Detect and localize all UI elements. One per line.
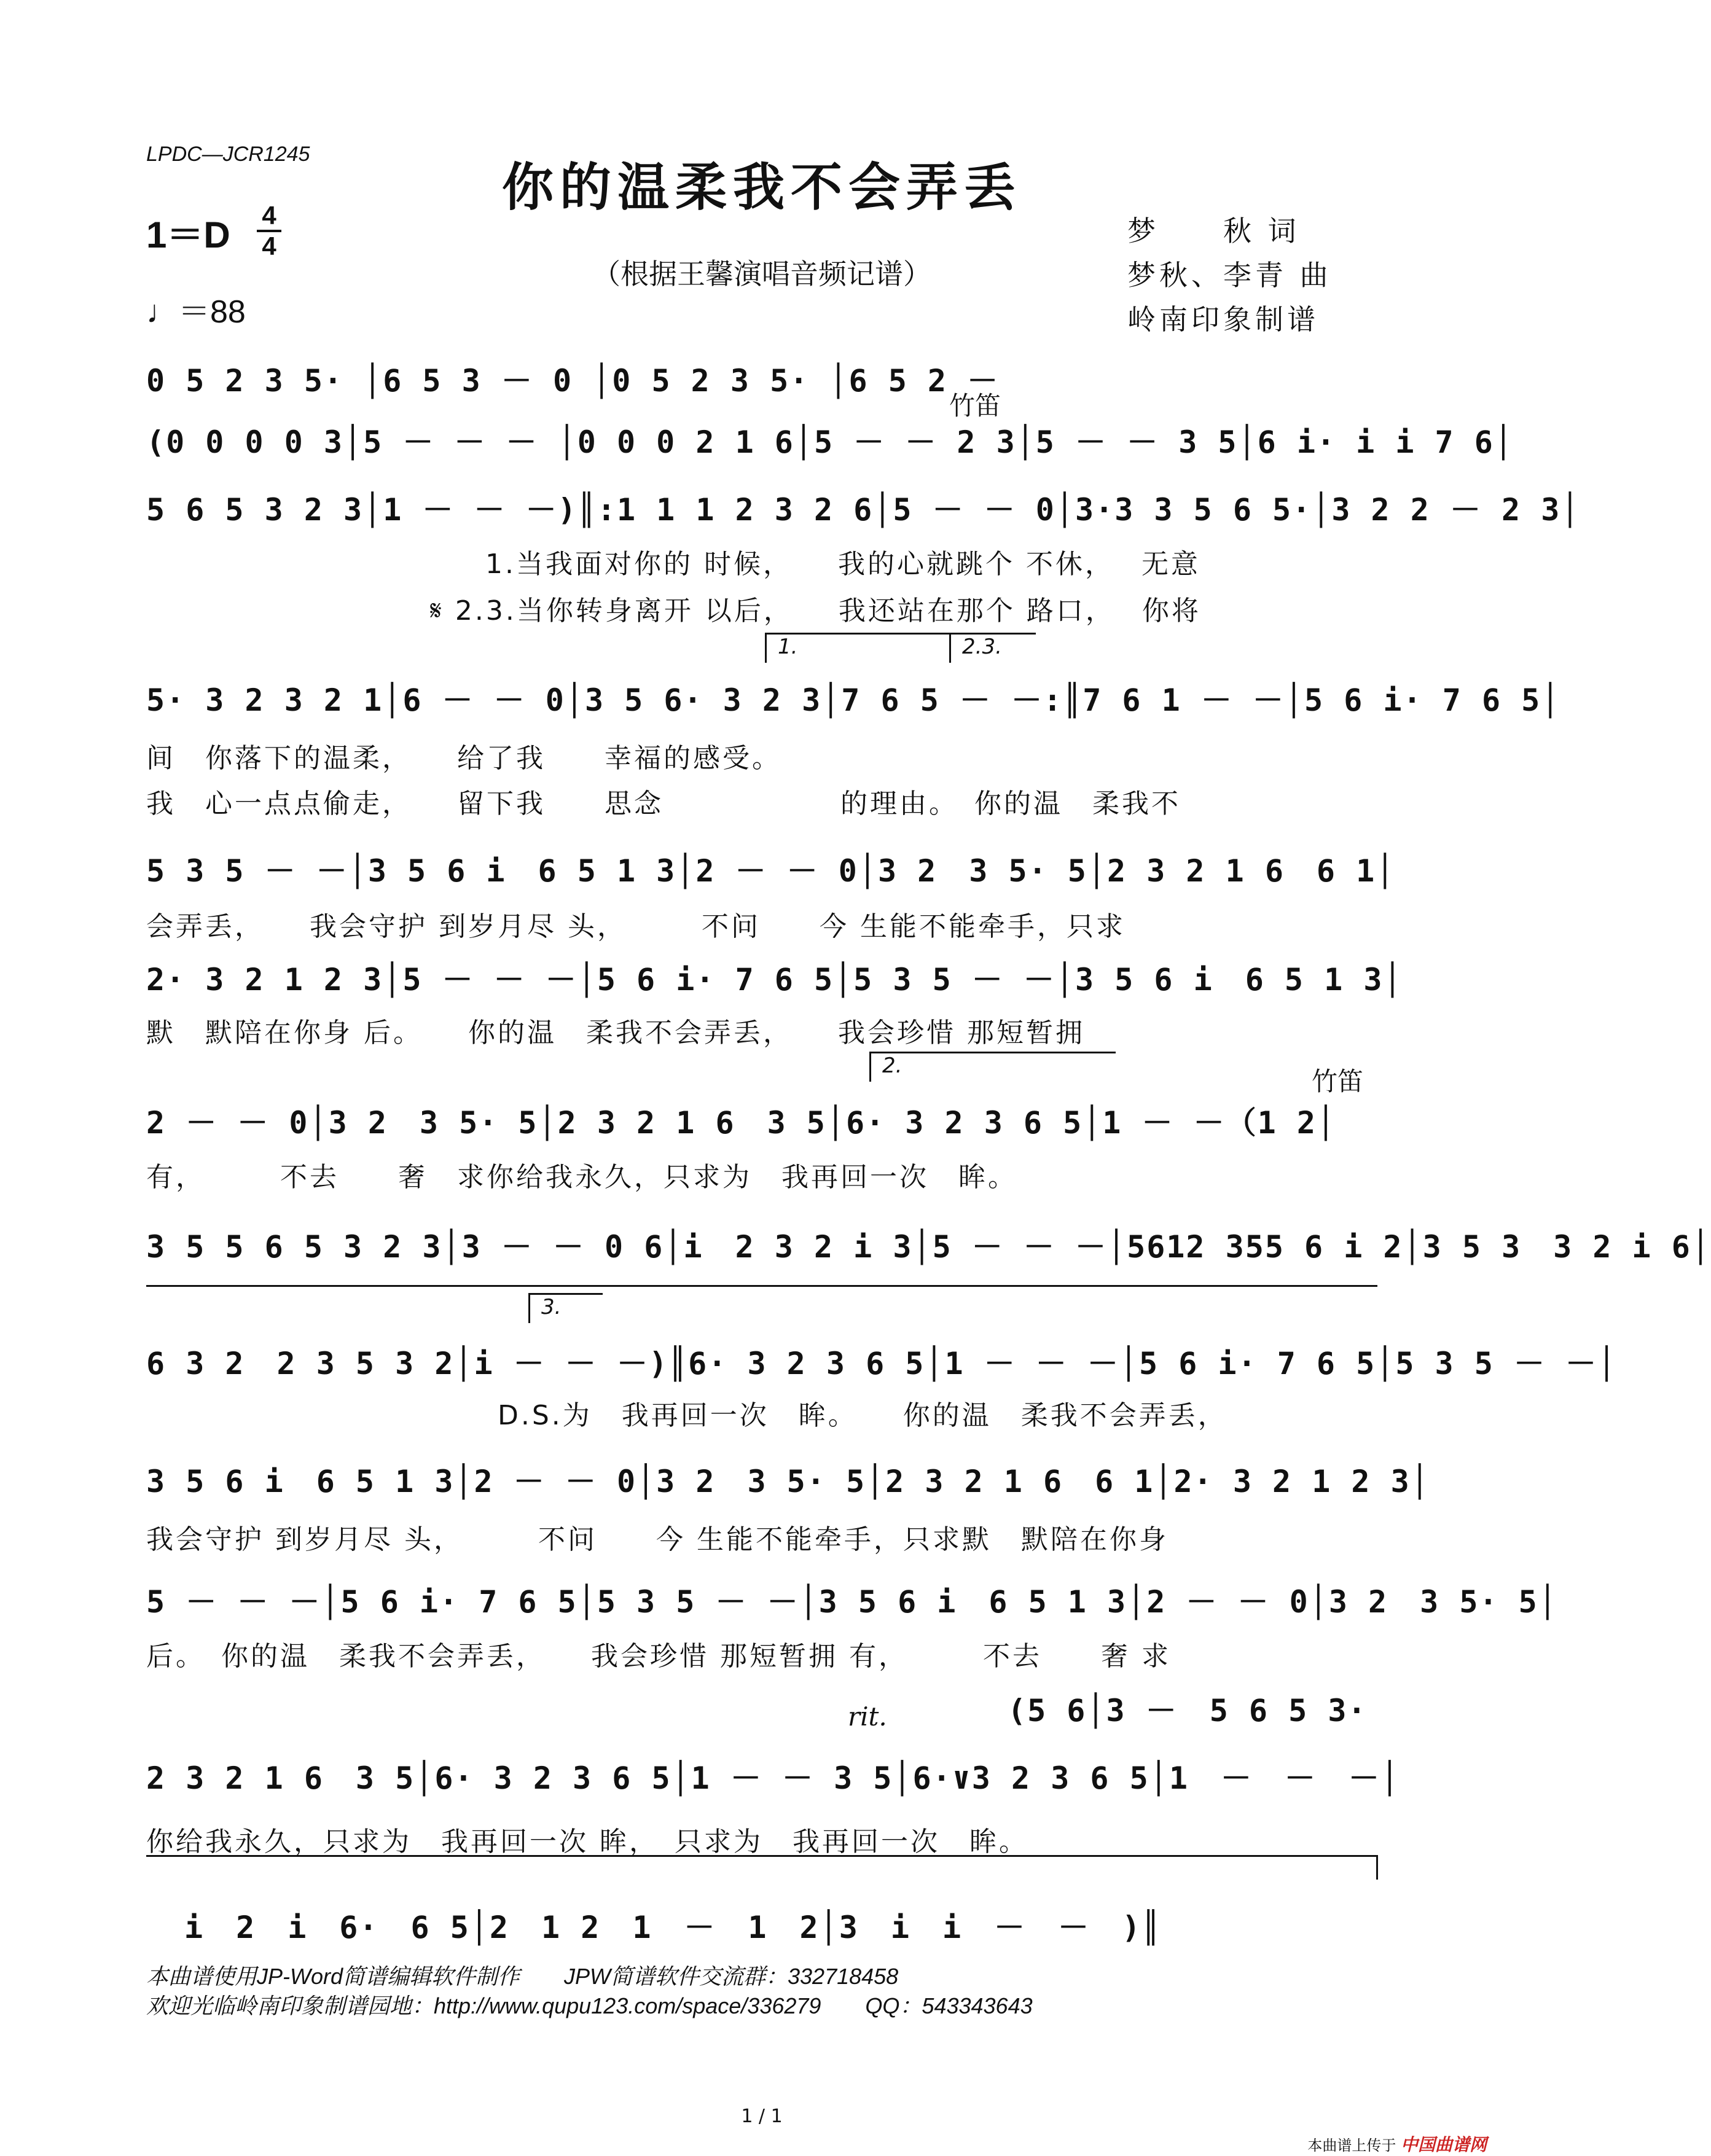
interlude-bracket-line [146, 1285, 1377, 1287]
lyric-line-chorus-3: 有， 不去 奢 求你给我永久，只求为 我再回一次 眸。 [146, 1162, 1017, 1193]
time-signature-bottom: 4 [262, 232, 276, 260]
notation-line-intro: 0 5 2 3 5· │6 5 3 － 0 │0 5 2 3 5· │6 5 2 － [146, 363, 1000, 399]
key-signature: 1＝D [146, 214, 230, 256]
source-note: （根据王馨演唱音频记谱） [592, 257, 931, 291]
score-code: LPDC—JCR1245 [146, 143, 310, 166]
lyric-line-chorus-5: 后。 你的温 柔我不会弄丢， 我会珍惜 那短暂拥 有， 不去 奢 求 [146, 1641, 1171, 1672]
lyric-line-verse2-end: 我 心一点点偷走， 留下我 思念 的理由。 你的温 柔我不 [146, 788, 1181, 819]
coda-bracket-line [146, 1855, 1377, 1857]
lyric-line-chorus-4: 我会守护 到岁月尽 头， 不问 今 生能不能牵手，只求默 默陪在你身 [146, 1524, 1169, 1555]
notation-line-prelude: (0 0 0 0 3│5 － － － │0 0 0 2 1 6│5 － － 2 3│5 － － 3 5│6 i· i i 7 6│ [146, 424, 1514, 460]
time-signature [257, 203, 281, 259]
composer-credit: 梦秋、李青 曲 [1127, 259, 1332, 292]
page-number: 1 / 1 [741, 2106, 783, 2127]
volta-bracket-2: 2. [869, 1052, 1116, 1082]
notation-line-interlude-1: 3 5 5 6 5 3 2 3│3 － － 0 6│i 2 3 2 i 3│5 － － －│5612 355 6 i 2│3 5 3 3 2 i 6│ [146, 1229, 1711, 1265]
lyric-line-chorus-2: 默 默陪在你身 后。 你的温 柔我不会弄丢， 我会珍惜 那短暂拥 [146, 1017, 1085, 1049]
notation-line-chorus-1: 5 3 5 － －│3 5 6 i 6 5 1 3│2 － － 0│3 2 3 5· 5│2 3 2 1 6 6 1│ [146, 853, 1396, 889]
lyricist-credit: 梦 秋 词 [1127, 214, 1300, 248]
notation-line-chorus-4: 3 5 6 i 6 5 1 3│2 － － 0│3 2 3 5· 5│2 3 2 1 6 6 1│2· 3 2 1 2 3│ [146, 1464, 1430, 1499]
lyric-line-ds: D.S.为 我再回一次 眸。 你的温 柔我不会弄丢， [498, 1400, 1227, 1431]
volta-bracket-second: 2.3. [949, 633, 1036, 663]
page-title: 你的温柔我不会弄丢 [501, 157, 1022, 217]
upload-credit [1307, 2131, 1487, 2156]
lyric-line-ending: 你给我永久，只求为 我再回一次 眸， 只求为 我再回一次 眸。 [146, 1826, 1028, 1857]
notation-line-verse-end: 5· 3 2 3 2 1│6 － － 0│3 5 6· 3 2 3│7 6 5 － －:║7 6 1 － －│5 6 i· 7 6 5│ [146, 682, 1561, 718]
lyric-line-verse1: 1.当我面对你的 时候， 我的心就跳个 不休， 无意 [485, 549, 1200, 580]
lyric-line-chorus-1: 会弄丢， 我会守护 到岁月尽 头， 不问 今 生能不能牵手，只求 [146, 911, 1126, 942]
notation-line-chorus-5: 5 － － －│5 6 i· 7 6 5│5 3 5 － －│3 5 6 i 6 5 1 3│2 － － 0│3 2 3 5· 5│ [146, 1584, 1558, 1620]
notation-line-ending: 2 3 2 1 6 3 5│6· 3 2 3 6 5│1 － － 3 5│6·∨3 2 3 6 5│1 － － －│ [146, 1760, 1401, 1796]
tempo-marking: ♩＝88 [146, 294, 246, 330]
instrument-marker-flute-2: 竹笛 [1312, 1066, 1364, 1096]
notation-line-interlude-2: 6 3 2 2 3 5 3 2│i － － －)║6· 3 2 3 6 5│1 － － －│5 6 i· 7 6 5│5 3 5 － －│ [146, 1346, 1618, 1381]
notation-line-chorus-3: 2 － － 0│3 2 3 5· 5│2 3 2 1 6 3 5│6· 3 2 3 6 5│1 － －（1 2│ [146, 1105, 1337, 1141]
lyric-line-verse1-end: 间 你落下的温柔， 给了我 幸福的感受。 [146, 743, 781, 774]
lyric-line-verse2: 𝄋 2.3.当你转身离开 以后， 我还站在那个 路口， 你将 [430, 595, 1201, 627]
arranger-credit: 岭南印象制谱 [1127, 303, 1319, 336]
upload-site-logo: 中国曲谱网 [1400, 2135, 1487, 2155]
notation-line-coda: i 2 i 6· 6 5│2 1 2 1 － 1 2│3 i i － － )║ [184, 1910, 1162, 1945]
notation-line-accompaniment: (5 6│3 － 5 6 5 3· [1008, 1693, 1368, 1728]
ritardando-marking: rit. [848, 1701, 887, 1732]
footer-website-note: 欢迎光临岭南印象制谱园地：http://www.qupu123.com/space/336279 QQ：543343643 [146, 1993, 1033, 2018]
coda-bracket-end [1376, 1855, 1378, 1880]
upload-note: 本曲谱上传于 [1307, 2137, 1396, 2154]
instrument-marker-flute: 竹笛 [949, 391, 1001, 421]
footer-software-note: 本曲谱使用JP-Word简谱编辑软件制作 JPW简谱软件交流群：332718458 [146, 1964, 899, 1989]
volta-bracket-first: 1. [765, 633, 956, 663]
notation-line-verse-start: 5 6 5 3 2 3│1 － － －)║:1 1 1 2 3 2 6│5 － － 0│3·3 3 5 6 5·│3 2 2 － 2 3│ [146, 492, 1581, 528]
volta-bracket-3: 3. [528, 1293, 603, 1323]
notation-line-chorus-2: 2· 3 2 1 2 3│5 － － －│5 6 i· 7 6 5│5 3 5 － －│3 5 6 i 6 5 1 3│ [146, 962, 1403, 998]
time-signature-top: 4 [262, 201, 276, 230]
